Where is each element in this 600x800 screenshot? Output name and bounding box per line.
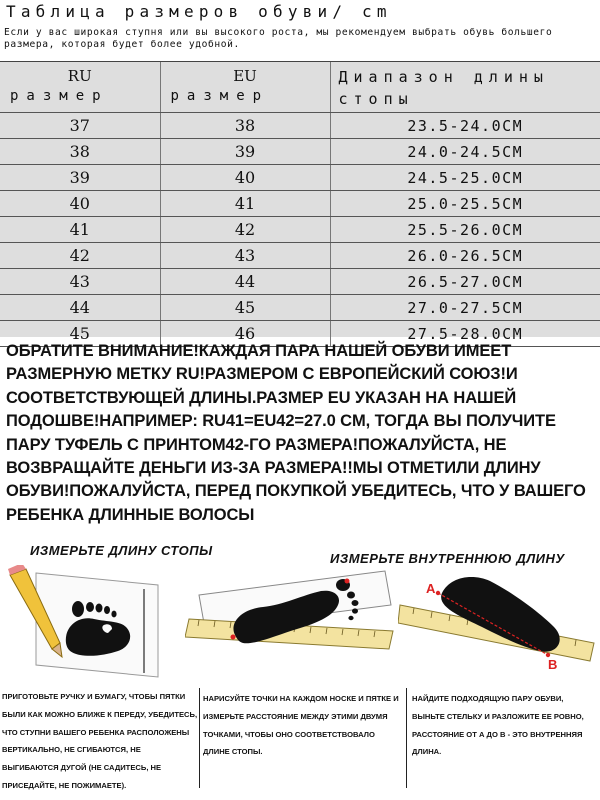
ru-size-cell: 38 xyxy=(0,139,160,165)
column-divider xyxy=(406,688,407,788)
column-divider xyxy=(199,688,200,788)
size-chart-table xyxy=(0,61,600,343)
eu-size-cell: 43 xyxy=(160,243,330,269)
header-ru-line1: RU xyxy=(67,67,92,85)
length-range-cell: 25.0-25.5CM xyxy=(330,191,600,217)
title-bar xyxy=(0,0,600,26)
insole-on-ruler-illustration xyxy=(398,565,598,680)
length-range-cell: 26.0-26.5CM xyxy=(330,243,600,269)
point-b-label: B xyxy=(548,657,558,672)
table-row xyxy=(0,191,600,217)
ru-size-cell: 41 xyxy=(0,217,160,243)
point-b-dot-icon xyxy=(546,653,550,657)
length-range-cell: 25.5-26.0CM xyxy=(330,217,600,243)
header-ru-line2: размер xyxy=(10,88,109,104)
ru-size-cell: 39 xyxy=(0,165,160,191)
table-row xyxy=(0,113,600,139)
foot-on-paper-illustration xyxy=(8,565,170,680)
length-range-cell: 24.5-25.0CM xyxy=(330,165,600,191)
instruction-inner-length: НАЙДИТЕ ПОДХОДЯЩУЮ ПАРУ ОБУВИ, ВЫНЬТЕ СТЕЛЬКУ И РАЗЛОЖИТЕ ЕЕ РОВНО, РАССТОЯНИЕ ОТ А ДО В - ЭТО ВНУТРЕННЯЯ ДЛИНА. xyxy=(412,694,584,757)
ru-size-cell: 45 xyxy=(0,321,160,347)
length-range-cell: 24.0-24.5CM xyxy=(330,139,600,165)
measure-inner-length-label: ИЗМЕРЬТЕ ВНУТРЕННЮЮ ДЛИНУ xyxy=(330,551,565,566)
header-ru-size xyxy=(0,62,160,113)
instruction-mark-points: НАРИСУЙТЕ ТОЧКИ НА КАЖДОМ НОСКЕ И ПЯТКЕ И ИЗМЕРЬТЕ РАССТОЯНИЕ МЕЖДУ ЭТИМИ ДВУМЯ ТОЧКАМИ, ЧТОБЫ ОНО СООТВЕТСТВОВАЛО ДЛИНЕ СТОПЫ. xyxy=(203,694,399,757)
header-foot-length-range: Диапазон длины стопы xyxy=(330,62,600,113)
instruction-prepare: ПРИГОТОВЬТЕ РУЧКУ И БУМАГУ, ЧТОБЫ ПЯТКИ БЫЛИ КАК МОЖНО БЛИЖЕ К ПЕРЕДУ, УБЕДИТЕСЬ, ЧТО СТУПНИ ВАШЕГО РЕБЕНКА РАСПОЛОЖЕНЫ ВЕРТИКАЛЬНО, НЕ СГИБАЮТСЯ, НЕ ВЫГИБАЮТСЯ ДУГОЙ (НЕ САДИТЕСЬ, НЕ ПРИСЕДАЙТЕ, НЕ ПОЖИМАЕТЕ). xyxy=(2,692,198,790)
eu-size-cell: 40 xyxy=(160,165,330,191)
ru-size-cell: 44 xyxy=(0,295,160,321)
eu-size-cell: 39 xyxy=(160,139,330,165)
ru-size-cell: 40 xyxy=(0,191,160,217)
heel-dot-icon xyxy=(231,635,236,640)
measure-foot-length-label: ИЗМЕРЬТЕ ДЛИНУ СТОПЫ xyxy=(30,543,213,558)
length-range-cell: 23.5-24.0CM xyxy=(330,113,600,139)
important-notice: ОБРАТИТЕ ВНИМАНИЕ!КАЖДАЯ ПАРА НАШЕЙ ОБУВИ ИМЕЕТ РАЗМЕРНУЮ МЕТКУ RU!РАЗМЕРОМ С ЕВРОПЕЙСКИЙ СОЮЗ!И СООТВЕТСТВУЮЩЕЙ ДЛИНЫ.РАЗМЕР EU УКАЗАН НА НАШЕЙ ПОДОШВЕ!НАПРИМЕР: RU41=EU42=27.0 CM, ТОГДА ВЫ ПОЛУЧИТЕ ПАРУ ТУФЕЛЬ С ПРИНТОМ42-ГО РАЗМЕРА!ПОЖАЛУЙСТА, НЕ ВОЗВРАЩАЙТЕ ДЕНЬГИ ИЗ-ЗА РАЗМЕРА!!МЫ ОТМЕТИЛИ ДЛИНУ ОБУВИ!ПОЖАЛУЙСТА, ПЕРЕД ПОКУПКОЙ УБЕДИТЕСЬ, ЧТО У ВАШЕГО РЕБЕНКА ДЛИННЫЕ ВОЛОСЫ xyxy=(6,342,586,524)
eu-size-cell: 44 xyxy=(160,269,330,295)
table-header-row xyxy=(0,62,600,113)
eu-size-cell: 38 xyxy=(160,113,330,139)
toe-dot-icon xyxy=(345,579,350,584)
eu-size-cell: 46 xyxy=(160,321,330,347)
table-row xyxy=(0,295,600,321)
table-row xyxy=(0,243,600,269)
eu-size-cell: 42 xyxy=(160,217,330,243)
length-range-cell: 27.5-28.0CM xyxy=(330,321,600,347)
size-advice-note: Если у вас широкая ступня или вы высокого роста, мы рекомендуем выбрать обувь большего размера, которая будет более удобной. xyxy=(4,27,553,50)
ru-size-cell: 37 xyxy=(0,113,160,139)
point-a-dot-icon xyxy=(436,591,440,595)
point-a-label: A xyxy=(426,581,436,596)
ru-size-cell: 42 xyxy=(0,243,160,269)
foot-on-ruler-illustration xyxy=(185,565,400,680)
header-eu-line2: размер xyxy=(170,88,270,104)
ru-size-cell: 43 xyxy=(0,269,160,295)
table-row xyxy=(0,269,600,295)
header-eu-line1: EU xyxy=(233,67,257,85)
header-eu-size xyxy=(160,62,330,113)
table-row xyxy=(0,139,600,165)
eu-size-cell: 45 xyxy=(160,295,330,321)
table-row xyxy=(0,217,600,243)
page-title: Таблица размеров обуви/ cm xyxy=(6,2,392,21)
table-row xyxy=(0,165,600,191)
eu-size-cell: 41 xyxy=(160,191,330,217)
length-range-cell: 26.5-27.0CM xyxy=(330,269,600,295)
length-range-cell: 27.0-27.5CM xyxy=(330,295,600,321)
